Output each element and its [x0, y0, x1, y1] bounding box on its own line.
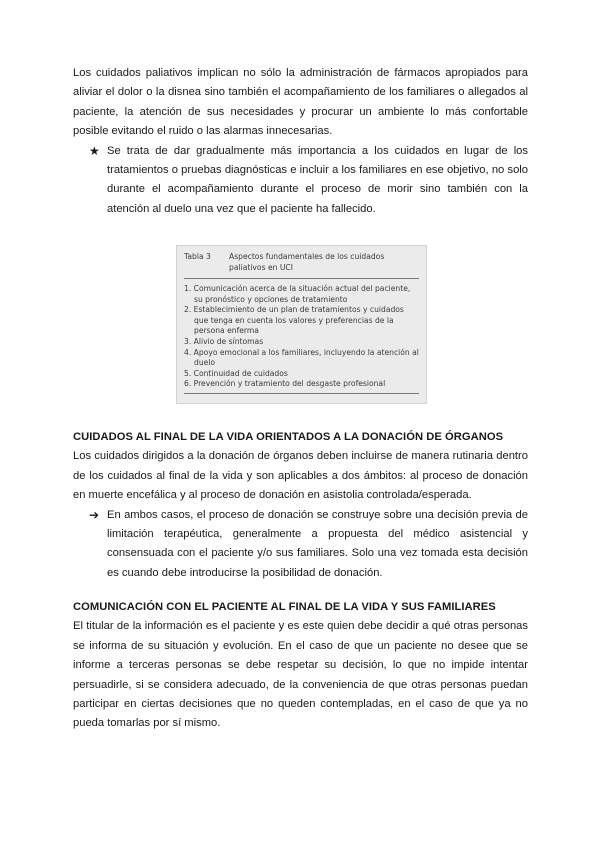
intro-bullet-text: Se trata de dar gradualmente más importancia a los cuidados en lugar de los tratamientos o pruebas diagnósticas e incluir a los familiares en ese objetivo, no solo durante el acompañamiento durante el proceso de morir sino también con la atención al duelo una vez que el paciente ha fallecido. [107, 144, 528, 215]
donation-heading: CUIDADOS AL FINAL DE LA VIDA ORIENTADOS A LA DONACIÓN DE ÓRGANOS [73, 431, 504, 443]
communication-heading: COMUNICACIÓN CON EL PACIENTE AL FINAL DE LA VIDA Y SUS FAMILIARES [73, 601, 496, 613]
table-bottom-rule [184, 393, 419, 394]
table-item: 3. Alivio de síntomas [184, 336, 264, 346]
table-items [184, 284, 419, 390]
donation-bullet-text: En ambos casos, el proceso de donación se construye sobre una decisión previa de limitación terapéutica, generalmente a propuesta del médico asistencial y consensuada con el paciente y/o sus familiares. Solo una vez tomada esta decisión es cuando debe introducirse la posibilidad de donación. [107, 508, 528, 579]
table-caption [184, 252, 419, 273]
table-label: Tabla 3 [184, 252, 211, 261]
table-item: 1. Comunicación acerca de la situación actual del paciente, su pronóstico y opciones de tratamiento [184, 284, 411, 304]
donation-section [73, 428, 528, 583]
intro-bullet [73, 142, 528, 220]
arrow-bullet-icon: ➔ [89, 507, 100, 522]
table-item: 2. Establecimiento de un plan de tratamientos y cuidados que tenga en cuenta los valores y preferencias de la persona enferma [184, 305, 404, 336]
table-top-rule [184, 278, 419, 279]
communication-section [73, 598, 528, 734]
palliative-care-table-image [176, 245, 427, 404]
table-item: 4. Apoyo emocional a los familiares, incluyendo la atención al duelo [184, 347, 419, 368]
donation-paragraph: Los cuidados dirigidos a la donación de órganos deben incluirse de manera rutinaria dentro de los cuidados al final de la vida y son aplicables a dos ámbitos: al proceso de donación en muerte encefálica y al proceso de donación en asistolia controlada/esperada. [73, 450, 528, 502]
table-item: 5. Continuidad de cuidados [184, 368, 288, 378]
star-bullet-icon: ★ [89, 143, 100, 158]
table-title: Aspectos fundamentales de los cuidados paliativos en UCI [229, 252, 385, 272]
communication-paragraph: El titular de la información es el paciente y es este quien debe decidir a qué otras personas se informa de su situación y evolución. En el caso de que un paciente no desee que se informe a terceras personas se debe respetar su decisión, lo que no impide intentar persuadirle, si se considera adecuado, de la conveniencia de que otras personas puedan participar en ciertas decisiones que no queden contempladas, en el caso de que ya no pueda tomarlas por sí mismo. [73, 620, 528, 730]
table-item: 6. Prevención y tratamiento del desgaste profesional [184, 379, 386, 389]
intro-block [73, 64, 528, 219]
intro-paragraph: Los cuidados paliativos implican no sólo la administración de fármacos apropiados para aliviar el dolor o la disnea sino también el acompañamiento de los familiares o allegados al paciente, la atención de sus necesidades y procurar un ambiente lo más confortable posible evitando el ruido o las alarmas innecesarias. [73, 67, 528, 138]
donation-bullet [73, 506, 528, 584]
